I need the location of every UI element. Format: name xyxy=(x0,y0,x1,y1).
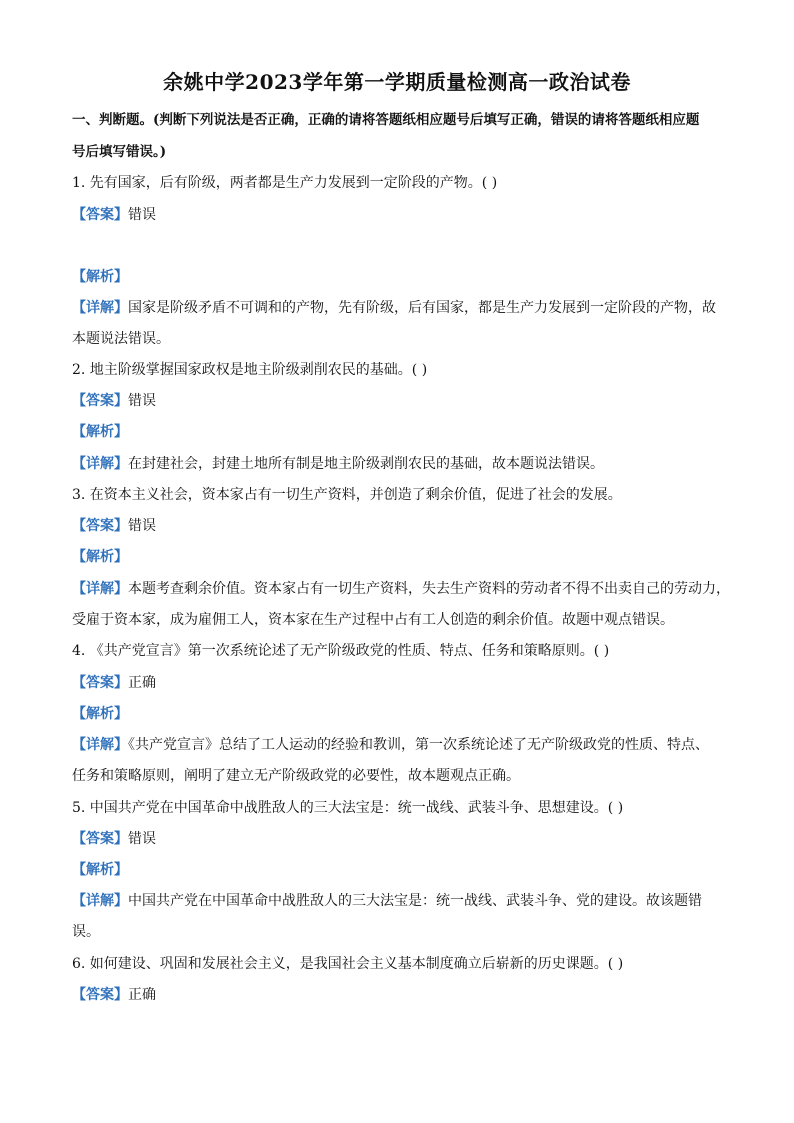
answer-value: 错误 xyxy=(128,518,156,534)
question-1-detail-line2: 本题说法错误。 xyxy=(72,331,170,347)
detail-text: 《共产党宣言》总结了工人运动的经验和教训，第一次系统论述了无产阶级政党的性质、特点、 xyxy=(128,737,709,753)
question-3-detail-line2: 受雇于资本家，成为雇佣工人，资本家在生产过程中占有工人创造的剩余价值。故题中观点错误。 xyxy=(72,612,674,628)
question-5-stem: 5. 中国共产党在中国革命中战胜敌人的三大法宝是：统一战线、武装斗争、思想建设。( ) xyxy=(72,800,624,816)
answer-label: 【答案】 xyxy=(72,518,128,534)
question-1-answer xyxy=(72,204,156,224)
analysis-label: 【解析】 xyxy=(72,549,128,565)
detail-text: 中国共产党在中国革命中战胜敌人的三大法宝是：统一战线、武装斗争、党的建设。故该题错 xyxy=(128,893,702,909)
section-heading-line1: 一、判断题。(判断下列说法是否正确，正确的请将答题纸相应题号后填写正确，错误的请将答题纸相应题 xyxy=(72,112,700,128)
detail-label: 【详解】 xyxy=(72,893,128,909)
question-4-detail-line1 xyxy=(72,734,709,754)
question-1-stem: 1. 先有国家，后有阶级，两者都是生产力发展到一定阶段的产物。( ) xyxy=(72,175,498,191)
question-2-analysis xyxy=(72,421,128,441)
question-1-detail-line1 xyxy=(72,297,716,317)
answer-value: 正确 xyxy=(128,675,156,691)
detail-text: 在封建社会，封建土地所有制是地主阶级剥削农民的基础，故本题说法错误。 xyxy=(128,456,604,472)
analysis-label: 【解析】 xyxy=(72,269,128,285)
question-3-analysis xyxy=(72,546,128,566)
question-4-analysis xyxy=(72,703,128,723)
question-1-analysis xyxy=(72,266,128,286)
question-4-answer xyxy=(72,672,156,692)
answer-value: 错误 xyxy=(128,393,156,409)
detail-text: 国家是阶级矛盾不可调和的产物，先有阶级，后有国家，都是生产力发展到一定阶段的产物，故 xyxy=(128,300,716,316)
answer-label: 【答案】 xyxy=(72,393,128,409)
question-6-stem: 6. 如何建设、巩固和发展社会主义，是我国社会主义基本制度确立后崭新的历史课题。( ) xyxy=(72,956,624,972)
page-title: 余姚中学2023学年第一学期质量检测高一政治试卷 xyxy=(163,70,631,94)
detail-text: 本题考查剩余价值。资本家占有一切生产资料，失去生产资料的劳动者不得不出卖自己的劳动力， xyxy=(128,581,730,597)
answer-value: 错误 xyxy=(128,831,156,847)
answer-value: 正确 xyxy=(128,987,156,1003)
detail-label: 【详解】 xyxy=(72,737,128,753)
question-5-analysis xyxy=(72,859,128,879)
question-5-detail-line2: 误。 xyxy=(72,924,100,940)
answer-label: 【答案】 xyxy=(72,831,128,847)
question-4-detail-line2: 任务和策略原则，阐明了建立无产阶级政党的必要性，故本题观点正确。 xyxy=(72,768,520,784)
question-3-stem: 3. 在资本主义社会，资本家占有一切生产资料，并创造了剩余价值，促进了社会的发展。 xyxy=(72,487,622,503)
question-2-detail-line1 xyxy=(72,453,604,473)
analysis-label: 【解析】 xyxy=(72,706,128,722)
detail-label: 【详解】 xyxy=(72,581,128,597)
section-heading-line2: 号后填写错误。) xyxy=(72,144,167,160)
answer-label: 【答案】 xyxy=(72,207,128,223)
question-2-stem: 2. 地主阶级掌握国家政权是地主阶级剥削农民的基础。( ) xyxy=(72,362,428,378)
analysis-label: 【解析】 xyxy=(72,862,128,878)
detail-label: 【详解】 xyxy=(72,456,128,472)
question-3-answer xyxy=(72,515,156,535)
question-6-answer xyxy=(72,984,156,1004)
analysis-label: 【解析】 xyxy=(72,424,128,440)
question-5-detail-line1 xyxy=(72,890,702,910)
question-2-answer xyxy=(72,390,156,410)
answer-label: 【答案】 xyxy=(72,675,128,691)
answer-label: 【答案】 xyxy=(72,987,128,1003)
question-4-stem: 4. 《共产党宣言》第一次系统论述了无产阶级政党的性质、特点、任务和策略原则。( ) xyxy=(72,643,610,659)
detail-label: 【详解】 xyxy=(72,300,128,316)
answer-value: 错误 xyxy=(128,207,156,223)
question-5-answer xyxy=(72,828,156,848)
question-3-detail-line1 xyxy=(72,578,730,598)
